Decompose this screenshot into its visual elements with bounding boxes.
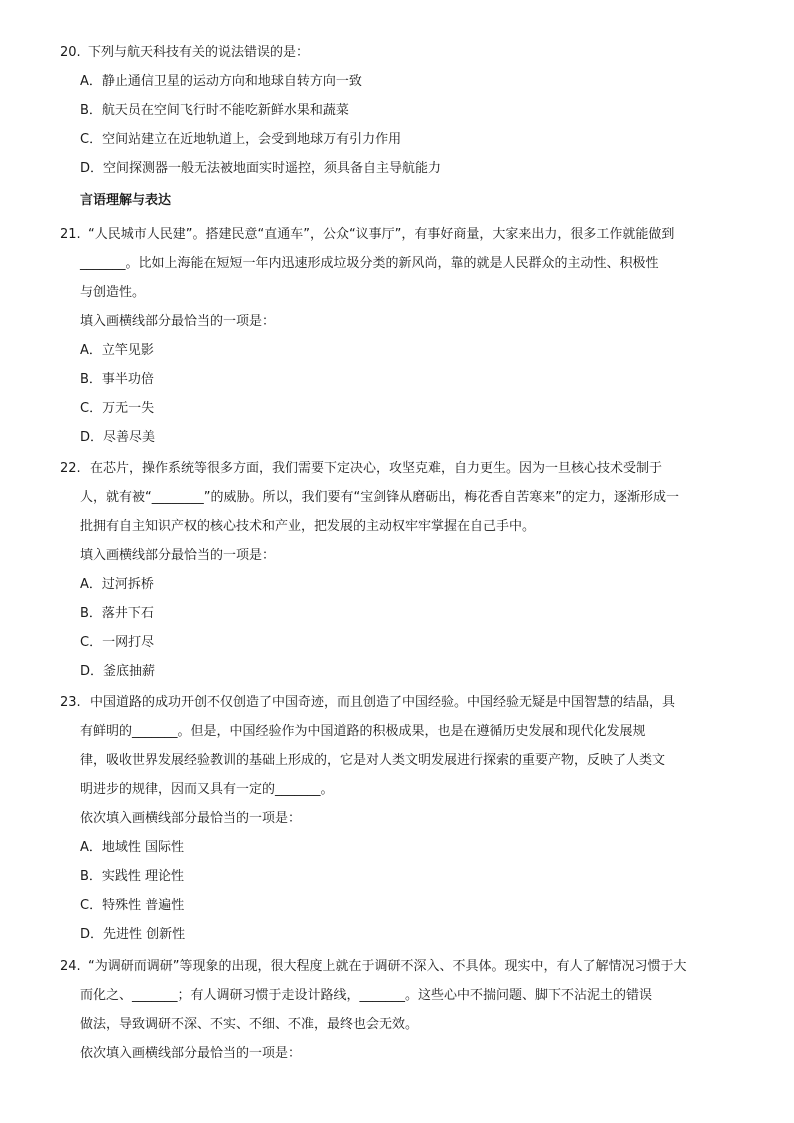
question-22-line-3: 批拥有自主知识产权的核心技术和产业，把发展的主动权牢牢掌握在自己手中。 — [80, 519, 536, 534]
question-20-number: 20. — [60, 45, 81, 60]
question-21-number: 21. — [60, 227, 81, 242]
question-21-line-1: “人民城市人民建”。搭建民意“直通车”，公众“议事厅”，有事好商量，大家来出力，很多工作就能做到 — [88, 227, 675, 242]
question-21-prompt: 填入画横线部分最恰当的一项是： — [80, 314, 276, 329]
question-22-number: 22. — [60, 461, 81, 476]
question-24-line-1: “为调研而调研”等现象的出现，很大程度上就在于调研不深入、不具体。现实中，有人了解情况习惯于大 — [88, 959, 687, 974]
question-24-line-3: 做法，导致调研不深、不实、不细、不准，最终也会无效。 — [80, 1017, 419, 1032]
question-23-line-1: 中国道路的成功开创不仅创造了中国奇迹，而且创造了中国经验。中国经验无疑是中国智慧的结晶，具 — [90, 695, 676, 710]
question-24-number: 24. — [60, 959, 81, 974]
question-21-option-c: C．万无一失 — [80, 401, 155, 416]
question-22-option-c: C．一网打尽 — [80, 635, 155, 650]
question-23-number: 23. — [60, 695, 81, 710]
question-24-line-2: 而化之、_______；有人调研习惯于走设计路线，_______。这些心中不揣问题、脚下不沾泥土的错误 — [80, 988, 653, 1003]
question-23-option-d: D．先进性 创新性 — [80, 927, 186, 942]
question-20-option-a: A．静止通信卫星的运动方向和地球自转方向一致 — [80, 74, 362, 89]
question-22-option-d: D．釜底抽薪 — [80, 664, 156, 679]
section-title: 言语理解与表达 — [80, 193, 172, 208]
question-21-option-d: D．尽善尽美 — [80, 430, 156, 445]
question-21-option-a: A．立竿见影 — [80, 343, 154, 358]
question-24-prompt: 依次填入画横线部分最恰当的一项是： — [80, 1046, 302, 1061]
question-20-option-b: B．航天员在空间飞行时不能吃新鲜水果和蔬菜 — [80, 103, 349, 118]
question-22-option-a: A．过河拆桥 — [80, 577, 154, 592]
question-21-line-3: 与创造性。 — [80, 285, 146, 300]
question-21-line-2: _______。比如上海能在短短一年内迅速形成垃圾分类的新风尚，靠的就是人民群众的主动性、积极性 — [80, 256, 659, 271]
question-23-option-a: A．地域性 国际性 — [80, 840, 185, 855]
question-22-line-1: 在芯片，操作系统等很多方面，我们需要下定决心，攻坚克难，自力更生。因为一旦核心技术受制于 — [90, 461, 663, 476]
question-23-line-2: 有鲜明的_______。但是，中国经验作为中国道路的积极成果，也是在遵循历史发展和现代化发展规 — [80, 724, 646, 739]
question-23-prompt: 依次填入画横线部分最恰当的一项是： — [80, 811, 302, 826]
question-22-option-b: B．落井下石 — [80, 606, 154, 621]
question-23-option-b: B．实践性 理论性 — [80, 869, 185, 884]
question-21-option-b: B．事半功倍 — [80, 372, 154, 387]
question-23-option-c: C．特殊性 普遍性 — [80, 898, 185, 913]
question-20-option-c: C．空间站建立在近地轨道上，会受到地球万有引力作用 — [80, 132, 402, 147]
question-23-line-3: 律，吸收世界发展经验教训的基础上形成的，它是对人类文明发展进行探索的重要产物，反映了人类文 — [80, 753, 666, 768]
question-20-stem: 下列与航天科技有关的说法错误的是： — [88, 45, 310, 60]
question-20-option-d: D．空间探测器一般无法被地面实时遥控，须具备自主导航能力 — [80, 161, 442, 176]
question-22-line-2: 人，就有被“________”的威胁。所以，我们要有“宝剑锋从磨砺出，梅花香自苦寒来”的定力，逐渐形成一 — [80, 490, 679, 505]
question-22-prompt: 填入画横线部分最恰当的一项是： — [80, 548, 276, 563]
question-23-line-4: 明进步的规律，因而又具有一定的_______。 — [80, 782, 334, 797]
